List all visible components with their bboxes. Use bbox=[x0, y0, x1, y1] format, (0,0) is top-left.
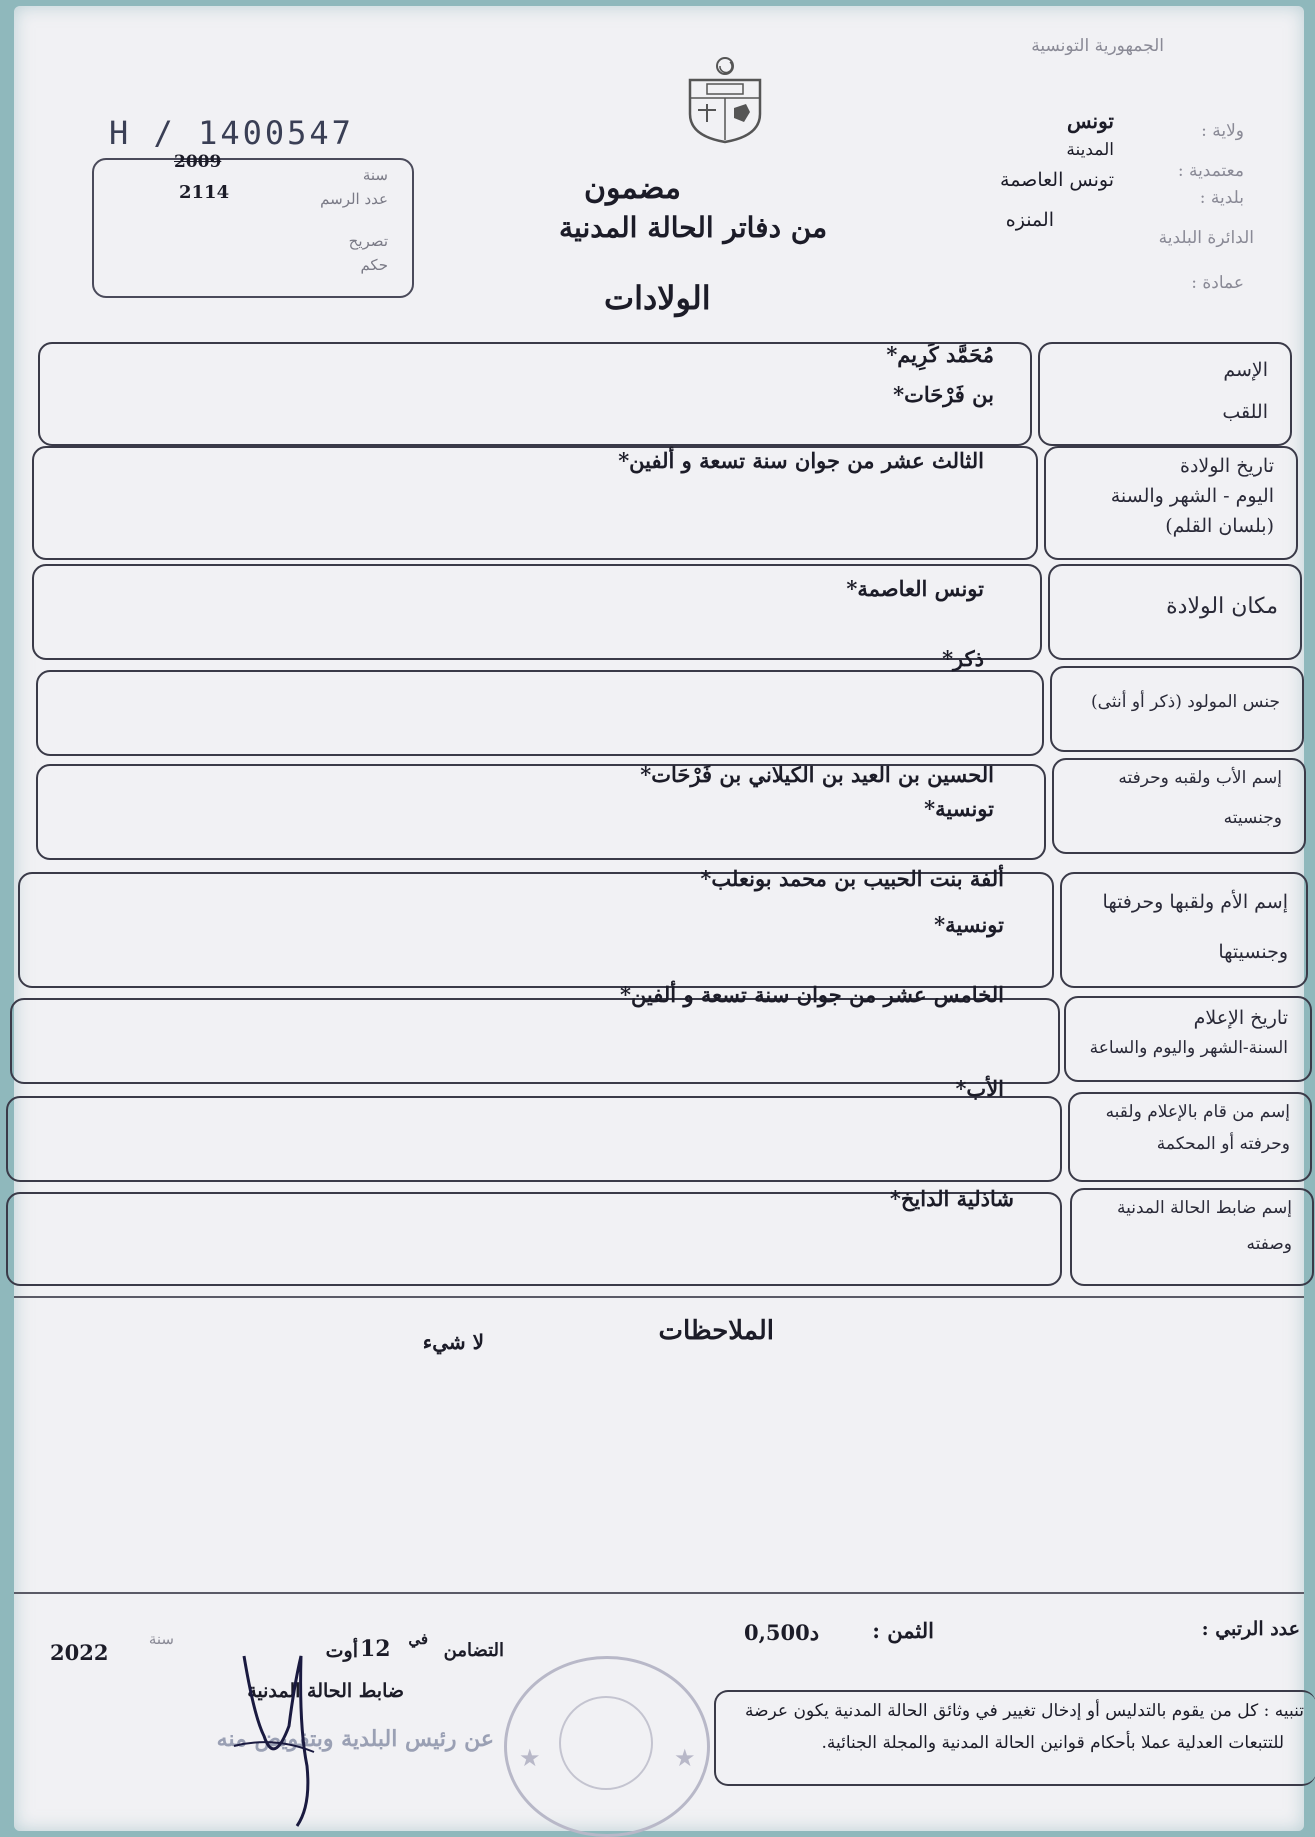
row-label: إسم من قام بالإعلام ولقبه bbox=[1105, 1102, 1290, 1122]
officer-title: ضابط الحالة المدنية bbox=[247, 1680, 404, 1702]
from-registers-title: من دفاتر الحالة المدنية bbox=[559, 211, 828, 244]
row-label: مكان الولادة bbox=[1166, 594, 1278, 619]
fi-label: في bbox=[408, 1630, 428, 1648]
officer-value: شاذلية الدايخ* bbox=[889, 1186, 1014, 1211]
baladiya-label: بلدية : bbox=[1199, 188, 1244, 208]
row-label: وحرفته أو المحكمة bbox=[1156, 1134, 1290, 1154]
register-year: 2009 bbox=[174, 152, 222, 172]
circle-label: الدائرة البلدية bbox=[1158, 228, 1254, 248]
register-number: 2114 bbox=[179, 182, 230, 203]
declaration-label: تصريح bbox=[348, 232, 388, 250]
delegation-text: عن رئيس البلدية وبتفويض منه bbox=[216, 1726, 494, 1752]
signature bbox=[224, 1646, 334, 1836]
warning-line-1: تنبيه : كل من يقوم بالتدليس أو إدخال تغيير في وثائق الحالة المدنية يكون عرضة bbox=[745, 1701, 1304, 1721]
last-name-value: بن فَرْحَات* bbox=[893, 382, 994, 407]
remarks-value: لا شيء bbox=[422, 1330, 484, 1354]
stamp-star-icon: ★ bbox=[519, 1744, 541, 1772]
row-label: السنة-الشهر واليوم والساعة bbox=[1089, 1038, 1288, 1058]
issue-month: أوت bbox=[325, 1640, 358, 1662]
warning-line-2: للتتبعات العدلية عملا بأحكام قوانين الحالة المدنية والمجلة الجنائية. bbox=[821, 1733, 1284, 1753]
register-year-label: سنة bbox=[362, 166, 388, 184]
row-label: اللقب bbox=[1222, 401, 1268, 423]
mutamadiya-label: معتمدية : bbox=[1177, 161, 1244, 181]
row-label: اليوم - الشهر والسنة bbox=[1110, 485, 1274, 507]
wilaya-label: ولاية : bbox=[1201, 121, 1244, 141]
birth-certificate-sheet bbox=[14, 6, 1304, 1831]
official-stamp-inner bbox=[559, 1696, 653, 1790]
births-title: الولادات bbox=[604, 279, 711, 317]
first-name-value: مُحَمَّد كَرِيم* bbox=[886, 342, 994, 367]
row-label: الإسم bbox=[1223, 359, 1268, 381]
row-label: جنس المولود (ذكر أو أنثى) bbox=[1091, 692, 1280, 712]
row-label: تاريخ الولادة bbox=[1180, 455, 1274, 477]
row-label: وجنسيتها bbox=[1218, 941, 1288, 963]
issue-place: التضامن bbox=[443, 1640, 504, 1661]
declaration-date-value-box bbox=[10, 998, 1060, 1084]
father-value: الحسين بن العيد بن الكيلاني بن فَرْحَات* bbox=[640, 762, 994, 787]
gender-value: ذكر* bbox=[942, 646, 984, 671]
serial-order-label: عدد الرتبي : bbox=[1201, 1618, 1300, 1640]
wilaya-value: تونس bbox=[1067, 109, 1114, 133]
price-value: 0,500د bbox=[744, 1620, 820, 1645]
row-label: وجنسيته bbox=[1223, 808, 1282, 828]
row-label: (بلسان القلم) bbox=[1165, 515, 1274, 537]
stamp-star-icon: ★ bbox=[674, 1744, 696, 1772]
judgment-label: حكم bbox=[360, 256, 388, 274]
remarks-label: الملاحظات bbox=[658, 1316, 774, 1346]
extract-title: مضمون bbox=[584, 171, 681, 206]
row-label: إسم ضابط الحالة المدنية bbox=[1117, 1198, 1292, 1218]
omada-label: عمادة : bbox=[1191, 273, 1244, 293]
birth-date-value: الثالث عشر من جوان سنة تسعة و ألفين* bbox=[618, 448, 984, 473]
declaration-date-value: الخامس عشر من جوان سنة تسعة و ألفين* bbox=[619, 982, 1004, 1007]
mother-value: ألفة بنت الحبيب بن محمد بونعلب* bbox=[700, 866, 1004, 891]
serial-number: H / 1400547 bbox=[109, 114, 354, 152]
register-number-label: عدد الرسم bbox=[320, 190, 388, 208]
row-label: تاريخ الإعلام bbox=[1193, 1007, 1288, 1029]
declarant-value: الأب* bbox=[955, 1076, 1004, 1101]
tunisia-emblem-icon bbox=[682, 54, 768, 144]
issue-day: 12 bbox=[360, 1636, 391, 1662]
baladiya-value: المنزه bbox=[1005, 209, 1054, 231]
row-label: وصفته bbox=[1246, 1234, 1292, 1254]
row-label: إسم الأب ولقبه وحرفته bbox=[1118, 768, 1282, 788]
gender-value-box bbox=[36, 670, 1044, 756]
price-label: الثمن : bbox=[872, 1618, 934, 1643]
remarks-bottom-divider bbox=[14, 1592, 1304, 1594]
declarant-value-box bbox=[6, 1096, 1062, 1182]
mother-nationality-value: تونسية* bbox=[934, 912, 1004, 937]
republic-label: الجمهورية التونسية bbox=[1031, 36, 1164, 56]
remarks-top-divider bbox=[14, 1296, 1304, 1298]
year-label: سنة bbox=[148, 1630, 174, 1648]
father-nationality-value: تونسية* bbox=[924, 796, 994, 821]
issue-year: 2022 bbox=[50, 1640, 109, 1665]
birth-place-value: تونس العاصمة* bbox=[846, 576, 984, 601]
row-label: إسم الأم ولقبها وحرفتها bbox=[1102, 891, 1288, 913]
city-label: المدينة bbox=[1066, 140, 1114, 160]
mutamadiya-value: تونس العاصمة bbox=[1000, 169, 1114, 191]
